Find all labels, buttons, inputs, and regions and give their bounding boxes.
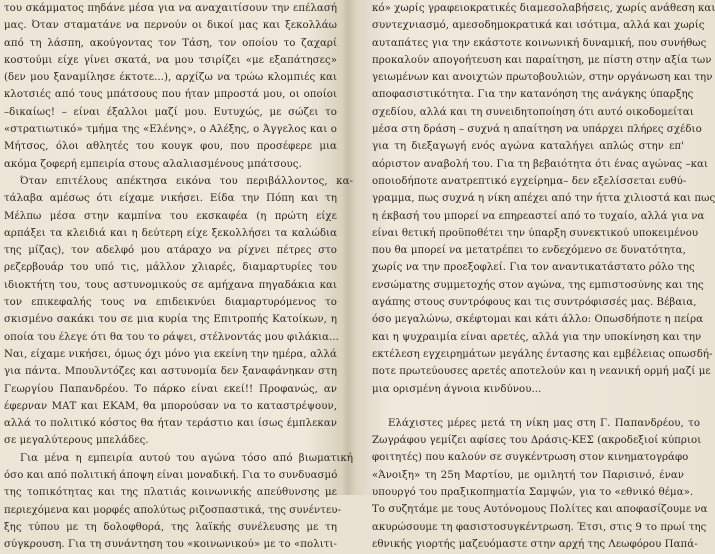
text-line: αποφασιστικότητα. Για την κατανόηση της ανάγκης ύπαρξης (372, 89, 694, 101)
text-line: αγάπης στους συντρόφους και τις συντρόφισσές μας. Βέβαια, (372, 297, 697, 309)
text-line: αρπάξει τα κλειδιά και η δεύτερη είχε ξεκολλήσει τα καλώδια (4, 227, 337, 239)
text-line: ακυρώσουμε τη φασιστοσυγκέντρωση. Έτσι, στις 9 το πρωί της (372, 521, 707, 533)
text-line: χωρίς να την προεξοφλεί. Για τον αναντικατάστατο ρόλο της (372, 262, 695, 274)
text-line: κλοτσιές από τους μπάτσους που ήταν μπροστά μου, οι οποίοι (4, 89, 337, 101)
text-line: ακόμα ζοφερή εμπειρία στους αλαλιασμένους μπάτσους. (4, 158, 302, 170)
text-line: αλλά το πολιτικό κόστος θα ήταν τεράστιο και ίσως έμπλεκαν (4, 418, 337, 430)
text-line: σχεδίου, αλλά και τη συνειδητοποίηση ότι αυτό οικοδομείται (372, 106, 694, 118)
text-line: του σκάμματος πηδάνε μέσα για να αναχαιτίσουν την επέλασή (4, 3, 337, 14)
text-line: συντεχνιασμό, αμεσοδημοκρατικά και ισότιμα, αλλά και χωρίς (372, 20, 705, 32)
text-line: ποτε πρωτεύουσες αρετές αποτελούν και η νεανική ορμή μαζί με (372, 366, 711, 378)
text-line: αόριστον αναβολή του. Για τη βεβαιότητα ότι ένας αγώνας –και (372, 158, 709, 170)
text-line: όσο μεγαλώνω, σκέφτομαι και κάτι άλλο: Οπωσδήποτε η πείρα (372, 314, 704, 326)
text-line: Μέλπω μέσα στην καμπίνα του εκσκαφέα (η πρώτη είχε (4, 210, 337, 222)
text-line: –δικαίως! – είναι έξαλλοι μαζί μου. Ευτυχώς, με σώζει το (4, 106, 337, 118)
text-line: Γεωργίου Παπανδρέου. Το πάρκο είναι εκεί!! Προφανώς, αν (4, 383, 337, 395)
text-line: μας. Όταν σταματάνε να περνούν οι δικοί μας και ξεκολλάω (4, 20, 337, 32)
text-line: για πάντα. Μπουλντόζες και αστυνομία δεν ξαναφάνηκαν στη (4, 366, 337, 378)
text-line: Ζωγράφου γεμίζει αφίσες του Δράσις-ΚΕΣ (ακροδεξιοί κύπριοι (372, 435, 702, 447)
text-line: σε μεγαλύτερους μπελάδες. (4, 435, 149, 447)
text-line: είναι θετική προϋποθέτει την ύπαρξη συνεκτικού υποκειμένου (372, 227, 699, 239)
text-line: Ναι, είχαμε νικήσει, όμως όχι μόνο για εκείνη την ημέρα, αλλά (4, 348, 337, 360)
text-line: τάλαβα αμέσως ότι είχαμε νικήσει. Είδα την Πόπη και τη (4, 193, 337, 205)
text-line: σκισμένο σακάκι του σε μια κυρία της Επιτροπής Κατοίκων, η (4, 314, 337, 326)
text-line: Μήτσος, όλοι αθλητές του κουγκ φου, που προσέφερε μια (4, 141, 337, 153)
text-line: Ελάχιστες μέρες μετά τη νίκη μας στη Γ. Παπανδρέου, το (388, 417, 700, 429)
text-line: αυταπάτες για την εκάστοτε κοινωνική δυναμική, που συνήθως (372, 37, 707, 49)
text-line: Για μένα η εμπειρία αυτού του αγώνα τόσο από βιωματική (20, 452, 353, 464)
text-line: και η ψυχραιμία είναι αρετές, αλλά για την υποκίνηση και την (372, 331, 702, 343)
text-line: ιδιοκτήτη του, τους αστυνομικούς σε αμήχανα πηγαδάκια και (4, 279, 337, 291)
text-line: «Άνοιξη» τη 25η Μαρτίου, με ομιλητή τον Παρισινό, έναν (372, 469, 684, 481)
text-line: όσο και από πολιτική άποψη είναι μοναδική. Για το συνδυασμό (4, 470, 338, 482)
paragraph-gap (372, 398, 690, 415)
text-line: Το συζητάμε με τους Αυτόνομους Πολίτες και αποφασίζουμε να (372, 504, 708, 516)
text-line: η έκβασή του μπορεί να επηρεαστεί από το τυχαίο, αλλά για να (372, 210, 705, 222)
text-line: ρεζερβουάρ του υπό τις, μάλλον χλιαρές, διαμαρτυρίες του (4, 262, 337, 274)
text-line: (δεν μου ξαναμίλησε έκτοτε...), αρχίζω να τρώω κλομπιές και (4, 72, 337, 84)
right-page (372, 0, 715, 550)
text-line: έφερναν ΜΑΤ και ΕΚΑΜ, θα μπορούσαν να το καταστρέψουν, (4, 400, 337, 412)
text-line: μέσα στη δράση – συχνά η απαίτηση να υπάρχει πλήρες σχέδιο (372, 124, 702, 136)
text-line: της μίζας), τον αδελφό μου ατάραχο να ρίχνει πέτρες στο (4, 245, 337, 257)
text-line: φοιτητές) που καλούν σε συγκέντρωση στον κινηματογράφο (372, 452, 689, 464)
text-line: που θα μπορεί να μετατρέπει το ενδεχόμενο σε δυνατότητα, (372, 245, 686, 257)
text-line: οποιοδήποτε ανατρεπτικό εγχείρημα– δεν εξελίσσεται ευθύ- (372, 175, 687, 187)
text-line: κοστούμι είχε γίνει σκατά, να μου τσιρίζει «με εξαπάτησες» (4, 54, 337, 66)
text-line: γραμμα, πως συχνά η νίκη απέχει από την ήττα χιλιοστά και πως (372, 193, 715, 205)
text-line: υπουργό του πραξικοπηματία Σαμψών, για το «εθνικό θέμα». (372, 487, 694, 499)
text-line: μια ορισμένη άγνοια κινδύνου... (372, 383, 542, 395)
text-line: περιεχόμενα και μορφές απολύτως ριζοσπαστικά, της συνέντευ- (4, 504, 342, 516)
text-line: προκαλούν απογοήτευση και παραίτηση, με πίστη στην αξία των (372, 54, 712, 66)
text-line: γειωμένων και ανοιχτών πρωτοβουλιών, στην οργάνωση και την (372, 72, 713, 84)
text-line: εθνικής γιορτής μαζευόμαστε στην αρχή της Λεωφόρου Παπά- (372, 538, 698, 550)
text-line: κό» χωρίς γραφειοκρατικές διαμεσολαβήσεις, χωρίς ανάθεση και (372, 3, 715, 14)
text-line: εκτέλεση εγχειρημάτων μεγάλης έντασης και εμβέλειας οπωσδή- (372, 348, 713, 360)
text-line: τον επικεφαλής τους να επιδεικνύει διαμαρτυρόμενος το (4, 297, 337, 309)
text-line: από τη λάσπη, ακούγοντας τον Τάση, τον οποίου το ζαχαρί (4, 37, 337, 49)
text-line: της τοπικότητας και της πλατιάς κοινωνικής απεύθυνσης με (4, 487, 337, 499)
text-line: ενσώματης συμμετοχής στον αγώνα, της εμπιστοσύνης και της (372, 279, 704, 291)
text-line: για τη διεξαγωγή ενός αγώνα καταλήγει απλώς στην επ' (372, 141, 684, 153)
text-line: σύγκρουση. Για τη συνάντηση του «κοινωνικού» με το «πολιτι- (4, 539, 337, 551)
text-line: Όταν επιτέλους απέκτησα εικόνα του περιβάλλοντος, κα- (20, 175, 353, 187)
left-page (4, 0, 353, 551)
text-line: οποία του έλεγε ότι θα του το ράψει, στέλνοντάς μου φιλάκια... (4, 331, 339, 343)
text-line: ξης τύπου με τη δολοφθορά, της λαϊκής συνέλευσης με τη (4, 521, 337, 533)
text-line: «στρατιωτικό» τμήμα της «Ελένης», ο Αλέξης, ο Άγγελος και ο (4, 124, 337, 136)
